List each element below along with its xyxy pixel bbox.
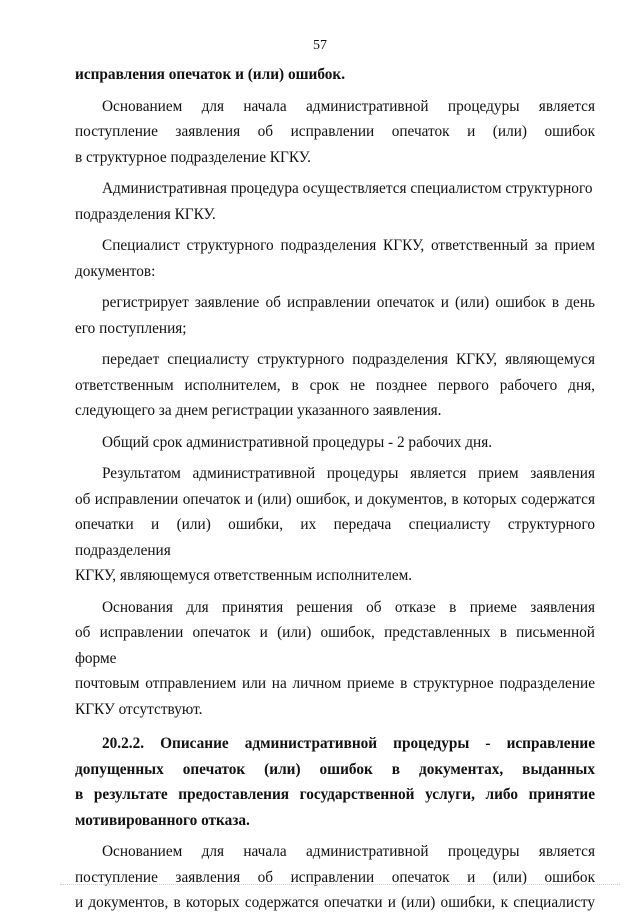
text-line: почтовым отправлением или на личном приеме в структурное подразделение <box>75 675 595 692</box>
heading-line: допущенных опечаток (или) ошибок в документах, выданных <box>75 760 595 778</box>
text-line: КГКУ отсутствуют. <box>75 700 203 718</box>
text-line: и документов, в которых содержатся опечатки и (или) ошибки, к специалисту <box>75 894 595 911</box>
text-line: поступление заявления об исправлении опечаток и (или) ошибок <box>75 123 595 140</box>
text-line: следующего за днем регистрации указанного заявления. <box>75 402 442 419</box>
text-line: об исправлении опечаток и (или) ошибок, и документов, в которых содержатся <box>75 490 595 508</box>
text-line: документов: <box>75 262 156 280</box>
scan-artifact-line <box>60 884 620 887</box>
paragraph-term <box>75 430 595 456</box>
text-line: Общий срок административной процедуры - 2 рабочих дня. <box>102 433 493 451</box>
text-line: ответственным исполнителем, в срок не позднее первого рабочего дня, <box>75 376 595 394</box>
text-line: об исправлении опечаток и (или) ошибок, представленных в письменной форме <box>75 624 595 667</box>
text-line: Административная процедура осуществляется специалистом структурного <box>102 180 593 197</box>
text-line: подразделения КГКУ. <box>75 205 216 223</box>
text-line: КГКУ, являющемуся ответственным исполнителем. <box>75 567 413 584</box>
text-line: Специалист структурного подразделения КГКУ, ответственный за прием <box>102 237 595 254</box>
section-heading <box>75 731 595 833</box>
text-line: опечатки и (или) ошибки, их передача специалисту структурного подразделения <box>75 516 595 559</box>
text-line: его поступления; <box>75 319 187 337</box>
text-line: Результатом административной процедуры является прием заявления <box>102 465 595 482</box>
paragraph-executor <box>75 176 595 227</box>
paragraph-specialist <box>75 233 595 284</box>
heading-line: в результате предоставления государственной услуги, либо принятие <box>75 786 595 803</box>
text-line: Основанием для начала административной процедуры является <box>102 843 595 860</box>
text-line: в структурное подразделение КГКУ. <box>75 148 311 166</box>
paragraph-refusal-grounds <box>75 595 595 723</box>
text-line: Основанием для начала административной процедуры является <box>102 97 595 115</box>
paragraph-result <box>75 461 595 589</box>
paragraph-basis-2 <box>75 839 595 916</box>
paragraph-registers <box>75 290 595 341</box>
document-body <box>75 62 595 916</box>
page-number: 57 <box>313 38 327 53</box>
text-line: поступление заявления об исправлении опечаток и (или) ошибок <box>75 868 595 886</box>
paragraph-basis <box>75 94 595 171</box>
paragraph-transfers <box>75 347 595 424</box>
text-line: передает специалисту структурного подразделения КГКУ, являющемуся <box>102 351 595 368</box>
heading-line: мотивированного отказа. <box>75 811 250 829</box>
text-line: Основания для принятия решения об отказе в приеме заявления <box>102 598 595 616</box>
heading-line: 20.2.2. Описание административной процедуры - исправление <box>102 735 595 752</box>
heading-continuation: исправления опечаток и (или) ошибок. <box>75 66 346 83</box>
text-line: регистрирует заявление об исправлении опечаток и (или) ошибок в день <box>102 294 595 311</box>
